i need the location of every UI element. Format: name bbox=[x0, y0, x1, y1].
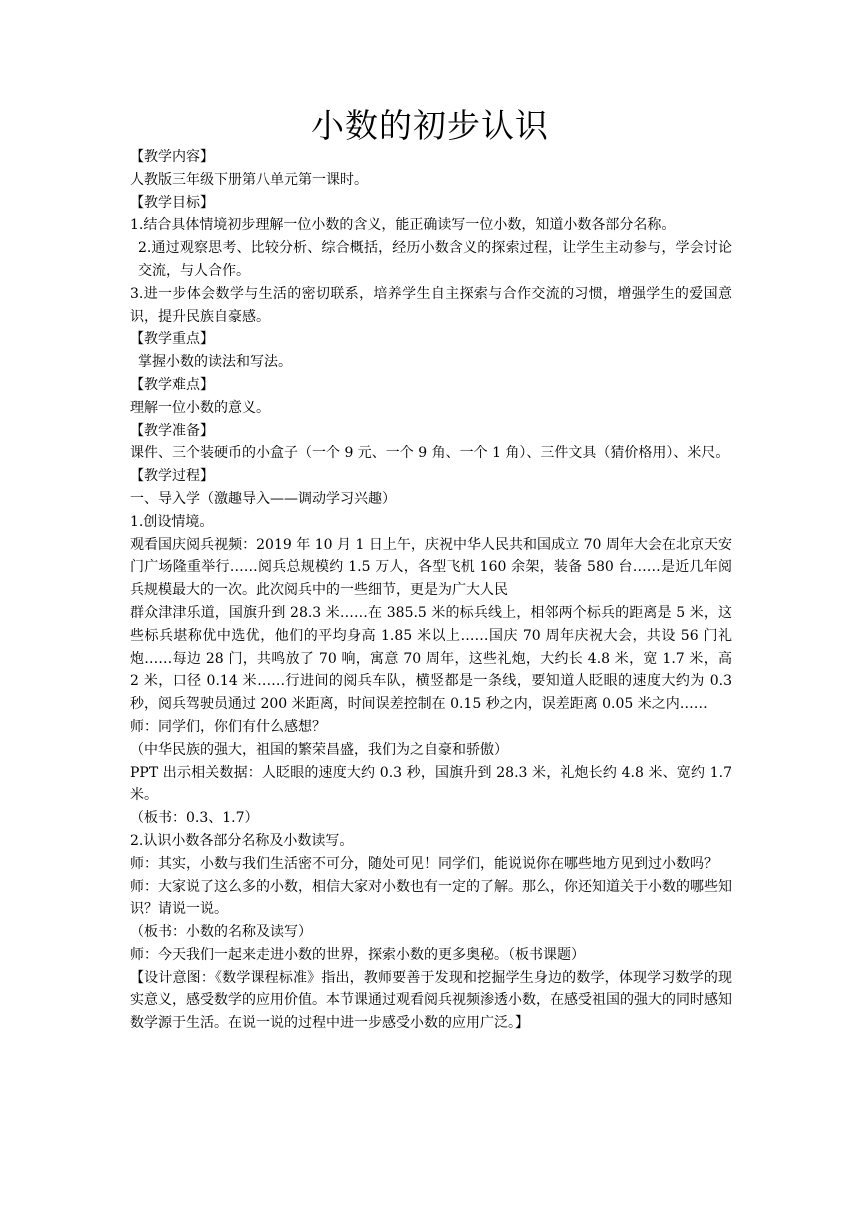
page-title: 小数的初步认识 bbox=[311, 106, 549, 145]
step-1-heading: 1.创设情境。 bbox=[130, 513, 214, 530]
teacher-question-2: 师：其实，小数与我们生活密不可分，随处可见！同学们，能说说你在哪些地方见到过小数吗？ bbox=[130, 855, 718, 872]
difficulty-heading: 【教学难点】 bbox=[130, 376, 214, 393]
part-1-heading: 一、导入学（激趣导入——调动学习兴趣） bbox=[130, 490, 396, 507]
video-paragraph-1: 观看国庆阅兵视频：2019 年 10 月 1 日上午，庆祝中华人民共和国成立 70 周年大会在北京天安门广场隆重举行……阅兵总规模约 1.5 万人，各型飞机 160 余架，装备 580 台……是近几年阅兵规模最大的一次。此次阅兵中的一些细节，更是为广大人民 bbox=[130, 536, 732, 599]
goal-1: 1.结合具体情境初步理解一位小数的含义，能正确读写一位小数，知道小数各部分名称。 bbox=[130, 217, 676, 234]
prep-heading: 【教学准备】 bbox=[130, 422, 214, 439]
board-note-1: （板书：0.3、1.7） bbox=[130, 810, 259, 827]
content-heading: 【教学内容】 bbox=[130, 149, 214, 165]
student-answer-1: （中华民族的强大，祖国的繁荣昌盛，我们为之自豪和骄傲） bbox=[130, 741, 508, 758]
prep-text: 课件、三个装硬币的小盒子（一个 9 元、一个 9 角、一个 1 角）、三件文具（猜价格用）、米尺。 bbox=[130, 445, 730, 462]
video-paragraph-2: 群众津津乐道，国旗升到 28.3 米……在 385.5 米的标兵线上，相邻两个标兵的距离是 5 米，这些标兵堪称优中选优，他们的平均身高 1.85 米以上……国庆 70 周年庆祝大会，共设 56 门礼炮……每边 28 门，共鸣放了 70 响，寓意 70 周年，这些礼炮，大约长 4.8 米，宽 1.7 米，高 2 米，口径 0.14 米……行进间的阅兵车队，横竖都是一条线，要知道人眨眼的速度大约为 0.3 秒，阅兵驾驶员通过 200 米距离，时间误差控制在 0.15 秒之内，误差距离 0.05 米之内…… bbox=[130, 604, 732, 713]
teacher-question-1: 师：同学们，你们有什么感想？ bbox=[130, 718, 326, 735]
ppt-text: PPT 出示相关数据：人眨眼的速度大约 0.3 秒，国旗升到 28.3 米，礼炮长约 4.8 米、宽约 1.7 米。 bbox=[130, 764, 732, 804]
key-heading: 【教学重点】 bbox=[130, 331, 214, 348]
difficulty-text: 理解一位小数的意义。 bbox=[130, 399, 270, 416]
step-2-heading: 2.认识小数各部分名称及小数读写。 bbox=[130, 832, 354, 849]
teacher-question-4: 师：今天我们一起来走进小数的世界，探索小数的更多奥秘。（板书课题） bbox=[130, 946, 585, 963]
teacher-question-3: 师：大家说了这么多的小数，相信大家对小数也有一定的了解。那么，你还知道关于小数的哪些知识？请说一说。 bbox=[130, 878, 732, 918]
design-intent: 【设计意图：《数学课程标准》指出，教师要善于发现和挖掘学生身边的数学，体现学习数学的现实意义，感受数学的应用价值。本节课通过观看阅兵视频渗透小数，在感受祖国的强大的同时感知数学源于生活。在说一说的过程中进一步感受小数的应用广泛。】 bbox=[130, 969, 732, 1032]
document-body bbox=[130, 146, 732, 1035]
process-heading: 【教学过程】 bbox=[130, 468, 214, 485]
content-text: 人教版三年级下册第八单元第一课时。 bbox=[130, 171, 368, 188]
board-note-2: （板书：小数的名称及读写） bbox=[130, 924, 312, 941]
key-text: 掌握小数的读法和写法。 bbox=[138, 354, 292, 371]
goal-3: 3.进一步体会数学与生活的密切联系，培养学生自主探索与合作交流的习惯，增强学生的爱国意识，提升民族自豪感。 bbox=[130, 285, 732, 325]
goal-2: 2.通过观察思考、比较分析、综合概括，经历小数含义的探索过程，让学生主动参与，学会讨论交流，与人合作。 bbox=[138, 240, 732, 279]
goals-heading: 【教学目标】 bbox=[130, 194, 214, 211]
